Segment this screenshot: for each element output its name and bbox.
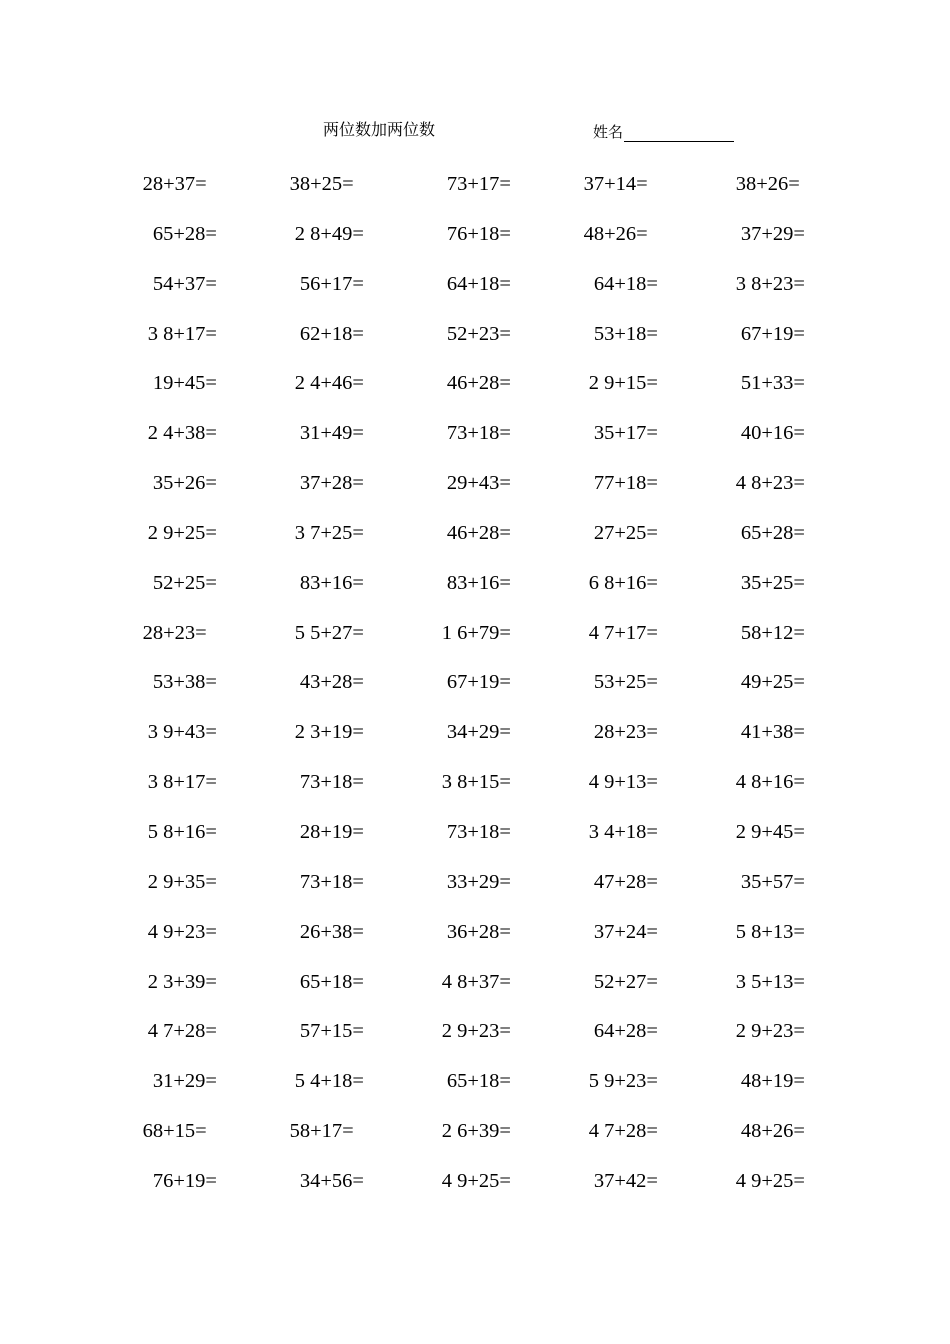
problem-row: [0, 668, 950, 718]
addition-problem: 58+17=: [289, 1120, 364, 1143]
addition-problem: 37+42=: [593, 1169, 658, 1192]
addition-problem: 3 7+25=: [294, 521, 364, 544]
addition-problem: 38+25=: [289, 173, 364, 195]
addition-problem: 67+19=: [740, 322, 805, 345]
addition-problem: 52+25=: [152, 571, 217, 594]
problem-row: [0, 320, 950, 370]
problem-grid: [0, 170, 950, 1217]
addition-problem: 28+23=: [142, 621, 217, 644]
addition-problem: 83+16=: [299, 571, 364, 594]
addition-problem: 28+37=: [142, 173, 217, 195]
problem-row: [0, 170, 950, 220]
addition-problem: 73+18=: [299, 870, 364, 893]
addition-problem: 27+25=: [593, 521, 658, 544]
addition-problem: 48+26=: [740, 1120, 805, 1143]
addition-problem: 46+28=: [446, 372, 511, 395]
addition-problem: 73+18=: [446, 820, 511, 843]
problem-row: [0, 918, 950, 968]
addition-problem: 3 5+13=: [735, 970, 805, 993]
addition-problem: 5 8+16=: [147, 820, 217, 843]
addition-problem: 33+29=: [446, 870, 511, 893]
problem-row: [0, 818, 950, 868]
addition-problem: 53+18=: [593, 322, 658, 345]
addition-problem: 64+28=: [593, 1020, 658, 1043]
addition-problem: 31+49=: [299, 422, 364, 445]
addition-problem: 67+19=: [446, 671, 511, 694]
addition-problem: 4 9+25=: [735, 1169, 805, 1192]
worksheet-title: 两位数加两位数: [323, 122, 436, 139]
addition-problem: 4 8+23=: [735, 472, 805, 495]
addition-problem: 37+28=: [299, 472, 364, 495]
addition-problem: 2 9+45=: [735, 820, 805, 843]
addition-problem: 73+18=: [446, 422, 511, 445]
problem-row: [0, 519, 950, 569]
addition-problem: 5 4+18=: [294, 1070, 364, 1093]
addition-problem: 5 8+13=: [735, 920, 805, 943]
addition-problem: 35+17=: [593, 422, 658, 445]
problem-row: [0, 718, 950, 768]
addition-problem: 6 8+16=: [588, 571, 658, 594]
addition-problem: 76+18=: [446, 222, 511, 245]
addition-problem: 2 4+38=: [147, 422, 217, 445]
addition-problem: 37+14=: [583, 173, 658, 195]
addition-problem: 65+18=: [446, 1070, 511, 1093]
addition-problem: 47+28=: [593, 870, 658, 893]
addition-problem: 48+19=: [740, 1070, 805, 1093]
addition-problem: 65+28=: [152, 222, 217, 245]
addition-problem: 2 9+25=: [147, 521, 217, 544]
addition-problem: 65+28=: [740, 521, 805, 544]
problem-row: [0, 270, 950, 320]
addition-problem: 2 9+23=: [441, 1020, 511, 1043]
name-field: [593, 121, 734, 142]
addition-problem: 3 8+15=: [441, 771, 511, 794]
addition-problem: 68+15=: [142, 1120, 217, 1143]
problem-row: [0, 220, 950, 270]
problem-row: [0, 868, 950, 918]
problem-row: [0, 369, 950, 419]
addition-problem: 65+18=: [299, 970, 364, 993]
addition-problem: 41+38=: [740, 721, 805, 744]
addition-problem: 3 9+43=: [147, 721, 217, 744]
addition-problem: 57+15=: [299, 1020, 364, 1043]
addition-problem: 64+18=: [446, 272, 511, 295]
problem-row: [0, 1017, 950, 1067]
addition-problem: 2 3+39=: [147, 970, 217, 993]
addition-problem: 1 6+79=: [441, 621, 511, 644]
addition-problem: 4 7+17=: [588, 621, 658, 644]
addition-problem: 2 3+19=: [294, 721, 364, 744]
addition-problem: 54+37=: [152, 272, 217, 295]
addition-problem: 2 4+46=: [294, 372, 364, 395]
addition-problem: 52+27=: [593, 970, 658, 993]
addition-problem: 35+26=: [152, 472, 217, 495]
addition-problem: 35+25=: [740, 571, 805, 594]
addition-problem: 58+12=: [740, 621, 805, 644]
addition-problem: 37+29=: [740, 222, 805, 245]
addition-problem: 4 7+28=: [147, 1020, 217, 1043]
addition-problem: 53+38=: [152, 671, 217, 694]
addition-problem: 3 8+23=: [735, 272, 805, 295]
name-label: 姓名: [593, 125, 624, 141]
addition-problem: 48+26=: [583, 222, 658, 245]
problem-row: [0, 768, 950, 818]
addition-problem: 2 6+39=: [441, 1120, 511, 1143]
addition-problem: 51+33=: [740, 372, 805, 395]
addition-problem: 46+28=: [446, 521, 511, 544]
addition-problem: 31+29=: [152, 1070, 217, 1093]
addition-problem: 64+18=: [593, 272, 658, 295]
addition-problem: 4 9+13=: [588, 771, 658, 794]
addition-problem: 43+28=: [299, 671, 364, 694]
addition-problem: 2 8+49=: [294, 222, 364, 245]
addition-problem: 2 9+15=: [588, 372, 658, 395]
problem-row: [0, 1167, 950, 1217]
addition-problem: 4 8+37=: [441, 970, 511, 993]
addition-problem: 28+19=: [299, 820, 364, 843]
name-blank-line: [624, 125, 734, 142]
addition-problem: 3 8+17=: [147, 771, 217, 794]
addition-problem: 3 4+18=: [588, 820, 658, 843]
addition-problem: 34+56=: [299, 1169, 364, 1192]
addition-problem: 83+16=: [446, 571, 511, 594]
addition-problem: 56+17=: [299, 272, 364, 295]
addition-problem: 52+23=: [446, 322, 511, 345]
addition-problem: 73+17=: [446, 173, 511, 195]
addition-problem: 4 8+16=: [735, 771, 805, 794]
addition-problem: 2 9+35=: [147, 870, 217, 893]
addition-problem: 3 8+17=: [147, 322, 217, 345]
problem-row: [0, 619, 950, 669]
addition-problem: 38+26=: [735, 173, 805, 195]
addition-problem: 35+57=: [740, 870, 805, 893]
addition-problem: 49+25=: [740, 671, 805, 694]
addition-problem: 62+18=: [299, 322, 364, 345]
addition-problem: 4 9+25=: [441, 1169, 511, 1192]
addition-problem: 26+38=: [299, 920, 364, 943]
addition-problem: 53+25=: [593, 671, 658, 694]
problem-row: [0, 1117, 950, 1167]
problem-row: [0, 569, 950, 619]
addition-problem: 4 7+28=: [588, 1120, 658, 1143]
addition-problem: 29+43=: [446, 472, 511, 495]
addition-problem: 36+28=: [446, 920, 511, 943]
addition-problem: 4 9+23=: [147, 920, 217, 943]
addition-problem: 2 9+23=: [735, 1020, 805, 1043]
addition-problem: 37+24=: [593, 920, 658, 943]
problem-row: [0, 968, 950, 1018]
problem-row: [0, 419, 950, 469]
addition-problem: 5 9+23=: [588, 1070, 658, 1093]
addition-problem: 40+16=: [740, 422, 805, 445]
addition-problem: 76+19=: [152, 1169, 217, 1192]
addition-problem: 73+18=: [299, 771, 364, 794]
addition-problem: 19+45=: [152, 372, 217, 395]
addition-problem: 28+23=: [593, 721, 658, 744]
addition-problem: 34+29=: [446, 721, 511, 744]
addition-problem: 5 5+27=: [294, 621, 364, 644]
problem-row: [0, 1067, 950, 1117]
addition-problem: 77+18=: [593, 472, 658, 495]
problem-row: [0, 469, 950, 519]
